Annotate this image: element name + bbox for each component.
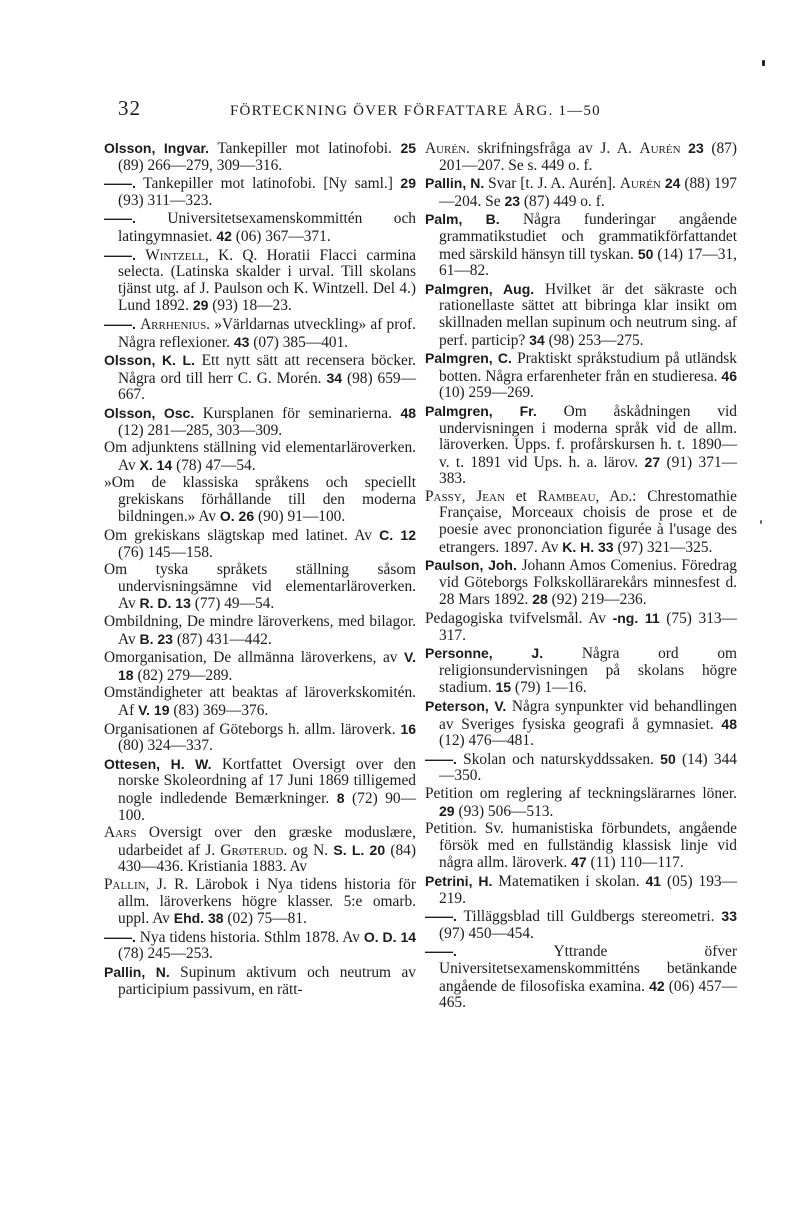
entry-title: (87) 449 o. f. <box>523 192 605 210</box>
author-name-smallcaps: Aurén <box>619 175 661 193</box>
index-entry <box>104 175 416 209</box>
page-reference: (72) 90—100. <box>118 789 416 824</box>
entry-author: ——. <box>425 943 457 960</box>
page-reference: (75) 313—317. <box>439 610 738 644</box>
entry-title: Några ord om religionsundervisningen på skolans högre stadium. <box>439 645 737 697</box>
volume-number: 11 <box>644 610 660 627</box>
running-title: FÖRTECKNING ÖVER FÖRFATTARE ÅRG. 1—50 <box>230 103 601 119</box>
entry-title: Yttrande öfver Universitetsexamenskommitténs betänkande angående de filosofiska examina. <box>439 943 737 995</box>
reviewer-signature: -ng. <box>612 610 639 627</box>
index-entry <box>425 786 737 820</box>
page-reference: (91) 371—383. <box>439 453 737 488</box>
entry-author: Palmgren, C. <box>425 350 512 367</box>
entry-title: s. 449 o. f. <box>527 156 593 174</box>
page-reference: (78) 47—54. <box>176 456 256 474</box>
entry-title: skrifningsfråga av J. A. <box>477 140 632 157</box>
entry-title: Svar [t. J. A. Aurén]. <box>488 175 616 193</box>
entry-author: ——. <box>425 908 457 925</box>
reviewer-signature: O. <box>219 508 235 525</box>
volume-number: 33 <box>598 538 614 555</box>
index-entry <box>425 821 737 872</box>
entry-title: J. R. Lärobok i Nya tidens historia för allm. läroverkens högre klasser. 5:e omarb. uppl. Av <box>118 875 416 928</box>
volume-number: 20 <box>369 841 386 858</box>
entry-title: Några synpunkter vid behandlingen av Sveriges fysiska geografi å gymnasiet. <box>439 698 737 733</box>
reviewer-signature: V. <box>404 649 416 666</box>
page-reference: (10) 259—269. <box>439 384 534 402</box>
entry-title: Om åskådningen vid undervisningen i moderna språk vid de allm. läroverken. Upps. f. profårskursen h. t. 1890—v. t. 1891 vid Ups. h. a. lärov. <box>439 402 737 471</box>
author-name-smallcaps: Aurén <box>639 140 681 157</box>
index-entry <box>104 405 416 439</box>
volume-number: 19 <box>153 702 170 718</box>
entry-author: Olsson, Osc. <box>104 404 195 421</box>
reviewer-signature: O. D. <box>363 928 397 945</box>
entry-title: Om tyska språkets ställning såsom undervisningsämne vid elementarläroverken. Av <box>104 561 416 613</box>
page-reference: (06) 457—465. <box>439 977 737 1012</box>
volume-number: 47 <box>571 854 587 871</box>
entry-title: Några funderingar angående grammatikstudiet och grammatikförfattandet med särskild hänsyn till tyskan. <box>439 211 737 263</box>
entry-title: Johann Amos Comenius. Föredrag vid Göteborgs Folkskollärarekårs minnesfest d. 28 Mars 1892. <box>439 557 737 609</box>
entry-title: Tankepiller mot latinofobi. <box>217 140 392 157</box>
entry-author: Palm, B. <box>425 211 500 228</box>
page-reference: (93) 18—23. <box>212 297 292 315</box>
entry-author: Peterson, V. <box>425 698 507 714</box>
page-reference: (98) 659—667. <box>118 369 416 404</box>
entry-title: Praktiskt språkstudium på utländsk botten. Några erfarenheter från en studieresa. <box>439 350 737 385</box>
index-entry <box>425 281 737 349</box>
volume-number: 42 <box>216 227 232 244</box>
volume-number: 23 <box>157 630 173 647</box>
entry-author: Pallin, N. <box>425 175 485 192</box>
volume-number: 28 <box>532 591 548 608</box>
author-name-smallcaps: Pallin, <box>104 875 150 893</box>
entry-title: Omorganisation, De allmänna läroverkens, av <box>104 649 398 667</box>
volume-number: 16 <box>400 720 416 737</box>
volume-number: 38 <box>207 910 224 927</box>
index-entry <box>425 645 737 697</box>
volume-number: 18 <box>118 666 134 683</box>
entry-title: K. Q. Horatii Flacci carmina selecta. (Latinska skalder i urval. Till skolans tjänst utg. af J. Paulson och K. Wintzell. Del 4.) Lund 1892. <box>118 246 416 315</box>
index-entry <box>425 175 737 210</box>
index-entry <box>425 403 737 488</box>
page-reference: (83) 369—376. <box>173 702 269 719</box>
page-reference: (07) 385—401. <box>253 333 349 351</box>
volume-number: 42 <box>649 977 665 994</box>
page-reference: (98) 253—275. <box>548 331 644 349</box>
volume-number: 34 <box>529 331 545 348</box>
volume-number: 12 <box>400 527 416 544</box>
entry-title: Omständigheter att beaktas af läroverkskomitén. Af <box>104 684 416 719</box>
index-entry <box>104 685 416 719</box>
margin-mark <box>762 60 765 66</box>
page-reference: (82) 279—289. <box>137 666 233 684</box>
page-reference: (76) 145—158. <box>118 543 213 561</box>
entry-author: ——. <box>104 928 136 945</box>
volume-number: 43 <box>233 333 250 350</box>
volume-number: 8 <box>336 789 345 806</box>
entry-author: ——. <box>104 315 136 332</box>
entry-title: »Om de klassiska språkens och speciellt grekiskans förhållande till den moderna bildningen.» Av <box>104 474 416 526</box>
entry-title: Oversigt over den græske moduslære, udarbeidet af J. <box>118 824 416 859</box>
entry-author: Paulson, Joh. <box>425 557 517 574</box>
index-entry <box>104 440 416 474</box>
entry-author: Olsson, K. L. <box>104 352 195 369</box>
index-entry <box>425 908 737 942</box>
page-number: 32 <box>118 96 141 120</box>
entry-author: Pallin, N. <box>104 963 170 980</box>
page-reference: (05) 193—219. <box>439 872 737 907</box>
entry-author: ——. <box>104 246 136 263</box>
volume-number: 50 <box>660 750 676 767</box>
index-entry <box>104 475 416 526</box>
entry-title: Pedagogiska tvifvelsmål. Av <box>425 610 606 628</box>
entry-title: Kursplanen för seminarierna. <box>202 404 392 422</box>
volume-number: 33 <box>721 908 737 925</box>
volume-number: 23 <box>504 192 521 209</box>
page-reference: (97) 321—325. <box>617 538 713 556</box>
entry-title: Petition. Sv. humanistiska förbundets, angående försök med en fullständig klassisk linje vid några allm. läroverk. <box>425 820 737 872</box>
reviewer-signature: R. D. <box>139 595 172 612</box>
page-reference: (79) 1—16. <box>514 679 587 697</box>
volume-number: 23 <box>688 140 704 156</box>
index-entry <box>104 825 416 876</box>
volume-number: 24 <box>664 175 681 192</box>
entry-author: ——. <box>104 210 136 227</box>
volume-number: 34 <box>326 369 343 386</box>
entry-title: Nya tidens historia. Sthlm 1878. Av <box>139 928 360 946</box>
author-name-smallcaps: Aurén. <box>425 140 470 157</box>
reviewer-signature: S. L. <box>333 841 365 858</box>
entry-title: Kristiania 1883. Av <box>187 858 308 876</box>
volume-number: 15 <box>495 679 512 696</box>
page-reference: (02) 75—81. <box>227 910 307 928</box>
reviewer-signature: B. <box>139 630 154 647</box>
reviewer-signature: K. H. <box>562 538 595 555</box>
index-entry <box>425 943 737 1011</box>
entry-title: Supinum aktivum och neutrum av participium passivum, en rätt- <box>118 963 416 998</box>
author-name-smallcaps: Arrhenius. <box>140 315 211 333</box>
entry-title: Skolan och naturskyddssaken. <box>463 750 654 768</box>
page-reference: (87) 201—207. Se <box>439 140 737 174</box>
volume-number: 29 <box>439 802 455 819</box>
volume-number: 29 <box>192 297 209 314</box>
page-reference: (93) 311—323. <box>118 191 213 209</box>
entry-author: Personne, J. <box>425 645 544 662</box>
volume-number: 25 <box>400 140 417 156</box>
entry-title: Några reflexioner. <box>118 333 230 351</box>
volume-number: 50 <box>637 245 654 262</box>
page-reference: (88) 197—204. Se <box>439 175 737 210</box>
author-name-smallcaps: Rambeau, Ad.: <box>537 487 637 505</box>
index-entry <box>104 756 416 824</box>
volume-number: 48 <box>721 715 737 732</box>
entry-author: ——. <box>425 750 457 767</box>
margin-mark <box>760 520 762 524</box>
entry-title: et <box>515 487 527 505</box>
index-entry <box>104 527 416 561</box>
page-reference: (11) 110—117. <box>590 854 684 872</box>
index-entry <box>425 557 737 609</box>
entry-title: og N. <box>292 841 329 859</box>
entry-title: Petition om reglering af teckningslärarnes löner. <box>425 784 737 802</box>
volume-number: 48 <box>400 404 417 421</box>
index-entry <box>104 614 416 648</box>
page-reference: (12) 281—285, 303—309. <box>118 421 283 439</box>
index-entry <box>104 140 416 174</box>
entry-title: Matematiken i skolan. <box>498 872 640 890</box>
volume-number: 27 <box>644 453 661 470</box>
entry-title: Tilläggsblad till Guldbergs stereometri. <box>463 908 715 926</box>
index-entry <box>104 721 416 755</box>
reviewer-signature: Ehd. <box>173 910 205 927</box>
entry-title: Om grekiskans slägtskap med latinet. Av <box>104 527 372 545</box>
page-reference: (92) 219—236. <box>551 591 647 609</box>
author-name-smallcaps: Grøterud. <box>220 841 288 859</box>
volume-number: 29 <box>400 175 416 192</box>
entry-title: »Världarnas utveckling» af prof. <box>214 315 416 333</box>
index-entry <box>104 877 416 928</box>
entry-title: Ett nytt sätt att recensera böcker. Några ord till herr C. G. Morén. <box>118 352 416 387</box>
index-entry <box>425 140 737 174</box>
index-entry <box>425 610 737 644</box>
index-entry <box>425 873 737 907</box>
left-column <box>104 140 416 999</box>
page-reference: (14) 344—350. <box>439 750 737 785</box>
index-entry <box>104 210 416 245</box>
page-reference: (12) 476—481. <box>439 732 534 750</box>
volume-number: 26 <box>238 508 255 525</box>
entry-author: Palmgren, Aug. <box>425 280 535 297</box>
entry-title: Ombildning, De mindre läroverkens, med bilagor. Av <box>104 613 416 648</box>
index-entry <box>425 698 737 750</box>
page-reference: (77) 49—54. <box>194 595 275 613</box>
volume-number: 14 <box>400 928 417 945</box>
page-reference: (89) 266—279, 309—316. <box>118 156 283 174</box>
page-reference: (84) 430—436. <box>118 841 417 876</box>
index-entry <box>104 316 416 351</box>
index-entry <box>425 751 737 785</box>
page-reference: (97) 450—454. <box>439 924 534 942</box>
index-entry <box>104 964 416 998</box>
entry-title: Kortfattet Oversigt over den norske Skoleordning af 17 Juni 1869 tilligemed nogle indledende Bemærkninger. <box>118 755 416 807</box>
page-reference: (80) 324—337. <box>118 737 213 755</box>
author-name-smallcaps: Wintzell, <box>145 246 209 264</box>
index-entry <box>425 350 737 402</box>
entry-title: Om adjunktens ställning vid elementarläroverken. Av <box>104 439 416 474</box>
entry-title: Organisationen af Göteborgs h. allm. läroverk. <box>104 720 396 738</box>
entry-author: ——. <box>104 175 136 192</box>
index-entry <box>104 929 416 963</box>
page-reference: (93) 506—513. <box>458 802 554 820</box>
reviewer-signature: V. <box>138 702 151 718</box>
author-name-smallcaps: Passy, Jean <box>425 487 505 505</box>
index-entry <box>104 562 416 613</box>
index-entry <box>425 211 737 279</box>
entry-title: Universitetsexamenskommittén och latingymnasiet. <box>118 210 416 245</box>
page-reference: (06) 367—371. <box>235 227 331 245</box>
entry-author: Palmgren, Fr. <box>425 402 537 419</box>
entry-author: Petrini, H. <box>425 872 493 889</box>
volume-number: 14 <box>156 456 173 473</box>
reviewer-signature: X. <box>139 456 153 473</box>
author-name-smallcaps: Aars <box>104 824 137 842</box>
page-reference: (90) 91—100. <box>257 508 346 526</box>
volume-number: 41 <box>645 872 662 889</box>
index-entry <box>104 247 416 315</box>
reviewer-signature: C. <box>379 527 394 544</box>
page-reference: (87) 431—442. <box>176 630 272 648</box>
index-entry <box>425 489 737 556</box>
entry-author: Ottesen, H. W. <box>104 755 212 772</box>
entry-author: Olsson, Ingvar. <box>104 140 210 156</box>
right-column <box>425 140 737 1013</box>
entry-title: Tankepiller mot latinofobi. [Ny saml.] <box>143 175 393 193</box>
volume-number: 46 <box>721 367 737 384</box>
index-entry <box>104 649 416 684</box>
entry-title: Hvilket är det säkraste och rationellaste sättet att bibringa klar insikt om skillnaden mellan supinum och neutrum sing. af perf. particip? <box>439 280 737 349</box>
volume-number: 13 <box>175 595 191 612</box>
page-reference: (14) 17—31, 61—82. <box>439 245 737 280</box>
index-entry <box>104 352 416 404</box>
entry-title: Chrestomathie Française, Morceaux choisis de prose et de poesie avec prononciation figurée à l'usage des etrangers. 1897. Av <box>439 487 738 556</box>
page-reference: (78) 245—253. <box>118 945 213 963</box>
